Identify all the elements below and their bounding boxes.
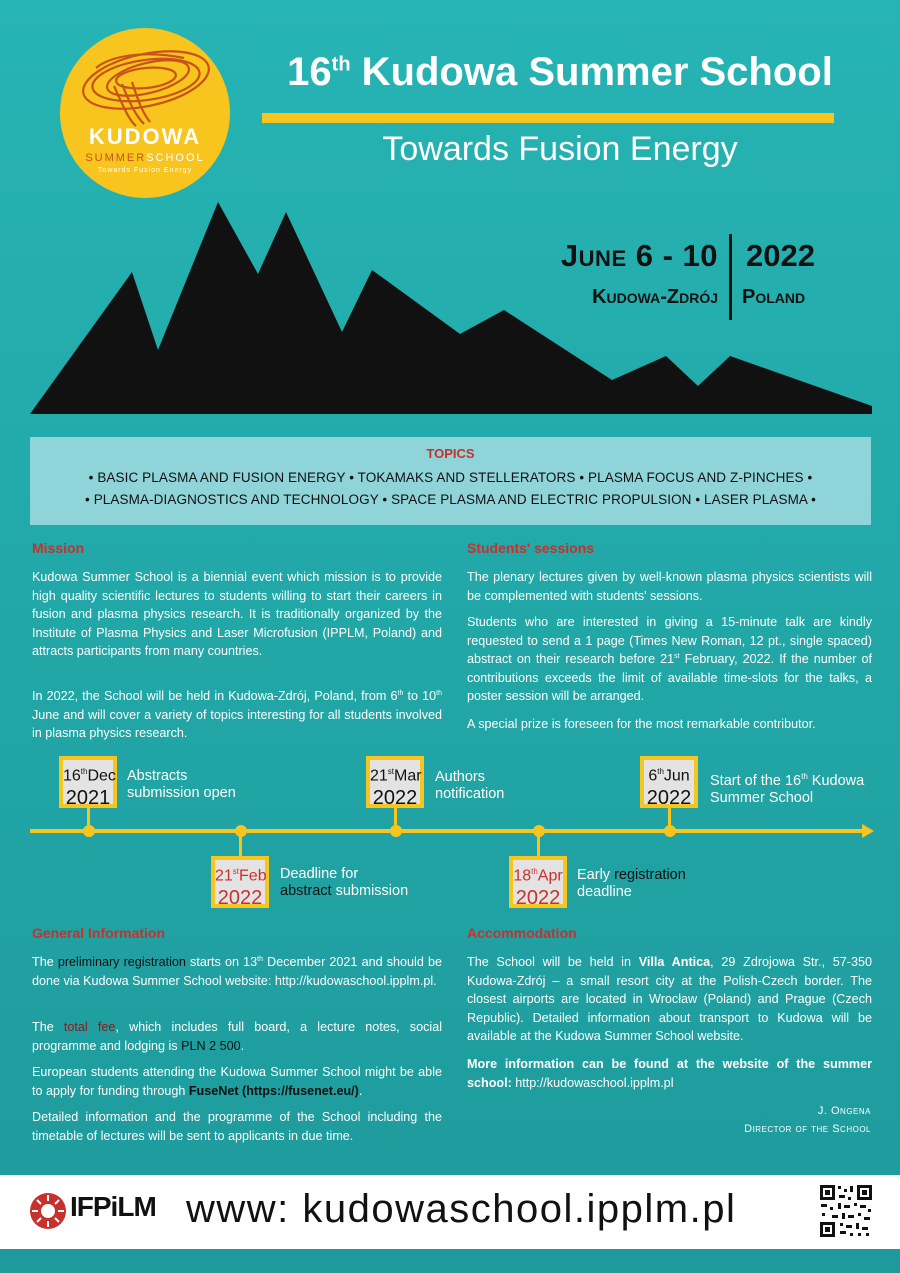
students-p2-a: Students who are interested in giving a 15-minute talk are kindly requested to send a 1 page (Times New Roman, 12 pt., single spaced) abstract on their research before 21	[467, 615, 872, 666]
timeline-2-year: 2022	[217, 887, 263, 910]
mission-p2-a: In 2022, the School will be held in Kudowa-Zdrój, Poland, from 6	[32, 689, 398, 703]
timeline-date-4-daymonth	[513, 861, 563, 887]
general-p2-d: PLN 2 500	[181, 1038, 241, 1053]
timeline-1-month: Dec	[87, 767, 116, 785]
timeline-5-year: 2022	[646, 787, 692, 810]
logo-word: KUDOWA	[88, 124, 202, 149]
timeline-date-1	[59, 756, 117, 808]
students-paragraph-3: A special prize is foreseen for the most remarkable contributor.	[467, 717, 816, 731]
general-p2-c: , which includes full board, a lecture notes, social programme and lodging is	[32, 1020, 443, 1053]
timeline-2-label-2b: submission	[331, 883, 409, 899]
event-dates	[526, 238, 718, 274]
accommodation-paragraph-2	[467, 1055, 872, 1092]
timeline-5-month: Jun	[663, 767, 690, 785]
timeline-4-label-1b: registration	[614, 867, 686, 883]
accommodation-p2-a: More information can be found at the website of the summer school:	[467, 1057, 872, 1090]
timeline-5-label-1b: Kudowa	[807, 772, 865, 789]
general-p3-b: FuseNet (https://fusenet.eu/)	[188, 1083, 359, 1098]
timeline-2-label-line-2	[280, 883, 408, 900]
logo-tagline: Towards Fusion Energy	[97, 167, 193, 174]
ifpilm-logo-text: IFPiLM	[70, 1191, 156, 1222]
general-paragraph-1	[32, 953, 442, 990]
website-link[interactable]: www: kudowaschool.ipplm.pl	[186, 1187, 737, 1231]
timeline-dot	[533, 825, 545, 837]
timeline-label-3	[435, 769, 504, 803]
timeline-5-label-line-2: Summer School	[710, 789, 814, 806]
timeline-4-sup: th	[531, 867, 538, 876]
timeline-1-day: 16	[63, 767, 81, 785]
timeline-date-2-daymonth	[215, 861, 265, 887]
timeline-2-month: Feb	[239, 867, 267, 885]
general-paragraph-4: Detailed information and the programme of the School including the timetable of lectures will be sent to applicants in due time.	[32, 1110, 442, 1143]
general-p1-d: December 2021 and should be done via Kudowa Summer School website: http://kudowaschool.ipplm.pl.	[32, 955, 443, 988]
topics-panel	[30, 437, 871, 525]
general-p3-a: European students attending the Kudowa Summer School might be able to apply for funding through	[32, 1065, 442, 1098]
mission-paragraph-2	[32, 687, 442, 743]
topics-heading: TOPICS	[426, 446, 475, 461]
students-paragraph-1: The plenary lectures given by well-known plasma physics scientists will be complemented with students' sessions.	[467, 570, 872, 603]
timeline-5-label-1sup: th	[801, 772, 808, 781]
timeline-4-day: 18	[513, 867, 532, 885]
timeline-label-5	[710, 768, 864, 807]
mission-heading: Mission	[32, 540, 85, 556]
timeline-date-3	[366, 756, 424, 808]
topics-row-1: • BASIC PLASMA AND FUSION ENERGY • TOKAMAKS AND STELLERATORS • PLASMA FOCUS AND Z-PINCHES •	[88, 470, 813, 485]
logo-summer-school	[60, 152, 230, 164]
general-p1-sup: th	[257, 955, 264, 963]
timeline-3-label-line-1: Authors	[435, 769, 485, 785]
school-logo	[60, 28, 230, 198]
general-paragraph-2	[32, 1018, 442, 1055]
timeline-dot	[390, 825, 402, 837]
timeline-2-label-2a: abstract	[280, 883, 332, 899]
event-country-text: Poland	[742, 286, 806, 308]
timeline-dot	[664, 825, 676, 837]
timeline-3-day: 21	[370, 767, 388, 785]
timeline-date-2	[211, 856, 269, 908]
footer-bar	[0, 1175, 900, 1249]
event-country	[742, 286, 805, 309]
mission-p2-sup2: th	[436, 689, 442, 697]
timeline-2-sup: st	[232, 867, 240, 876]
timeline-5-sup: th	[657, 767, 664, 776]
topics-row-2: • PLASMA-DIAGNOSTICS AND TECHNOLOGY • SPACE PLASMA AND ELECTRIC PROPULSION • LASER PLASMA •	[85, 492, 816, 507]
general-p1-b: preliminary registration	[57, 955, 186, 969]
general-p1-c: starts on 13	[185, 955, 258, 969]
timeline-date-5	[640, 756, 698, 808]
accommodation-p1-b: Villa Antica	[638, 955, 711, 969]
timeline-date-3-daymonth	[370, 761, 420, 787]
title-underline	[262, 113, 834, 123]
event-year: 2022	[746, 238, 815, 273]
timeline-date-1-daymonth	[63, 761, 116, 787]
general-paragraph-3	[32, 1063, 442, 1100]
accommodation-p2-b: http://kudowaschool.ipplm.pl	[511, 1075, 674, 1090]
timeline-5-day: 6	[648, 767, 658, 785]
timeline-label-4	[577, 867, 686, 901]
timeline-label-1	[127, 768, 236, 802]
students-heading: Students' sessions	[467, 540, 595, 556]
students-p2-sup: st	[674, 652, 680, 660]
ifpilm-logo-icon	[28, 1191, 68, 1231]
timeline-5-label-1a: Start of the 16	[710, 772, 802, 789]
general-p2-b: total fee	[63, 1020, 116, 1034]
general-p1-a: The	[32, 955, 58, 969]
accommodation-p1-a: The School will be held in	[467, 955, 639, 969]
logo-school: SCHOOL	[146, 152, 205, 164]
timeline-dot	[235, 825, 247, 837]
mission-p2-sup1: th	[397, 689, 404, 697]
mission-p2-c: June and will cover a variety of topics interesting for all students involved in plasma physics research.	[32, 707, 442, 740]
signature-block	[650, 1102, 871, 1138]
mission-p2-b: to 10	[403, 689, 437, 703]
signature-role: Director of the School	[744, 1123, 871, 1135]
timeline-5-label-line-1	[710, 768, 864, 790]
timeline-dot	[83, 825, 95, 837]
timeline-1-year: 2021	[65, 787, 111, 810]
mission-paragraph-1: Kudowa Summer School is a biennial event which mission is to provide high quality scientific lectures to students willing to start their careers in fusion and plasma physics research. It is traditionally organized by the Institute of Plasma Physics and Laser Microfusion (IPPLM, Poland) and attracts participants from many countries.	[32, 570, 442, 658]
timeline-label-2	[280, 866, 408, 900]
general-p2-e: .	[240, 1038, 245, 1053]
timeline-3-sup: st	[387, 767, 395, 776]
students-p2-b: February, 2022. If the number of contributions exceeds the limit of available time-slots for the talks, a poster session will be arranged.	[467, 652, 872, 703]
timeline-4-label-line-2: deadline	[577, 884, 632, 900]
timeline-arrow-icon	[862, 824, 874, 838]
logo-summer: SUMMER	[85, 152, 147, 164]
timeline-4-label-line-1	[577, 867, 686, 884]
event-city	[520, 286, 718, 309]
plasma-swirl-icon	[74, 38, 216, 134]
page-subtitle: Towards Fusion Energy	[382, 130, 738, 168]
timeline-3-year: 2022	[372, 787, 418, 810]
timeline-line	[30, 829, 866, 833]
title-rest: Kudowa Summer School	[361, 50, 833, 94]
timeline-4-month: Apr	[537, 867, 563, 885]
accommodation-p1-c: , 29 Zdrojowa Str., 57-350 Kudowa-Zdrój – a small resort city at the Polish-Czech border. The closest airports are located in Wrocław (Poland) and Prague (Czech Republic). Detailed information about transport to Kudowa will be available at the Kudowa Summer School website.	[467, 955, 872, 1043]
general-heading: General Information	[32, 925, 166, 941]
timeline-2-label-line-1: Deadline for	[280, 866, 359, 882]
timeline-date-5-daymonth	[644, 761, 694, 787]
timeline-2-day: 21	[215, 867, 233, 885]
qr-code-icon	[818, 1183, 874, 1239]
general-p3-c: .	[358, 1083, 363, 1098]
accommodation-heading: Accommodation	[467, 925, 577, 941]
general-p2-a: The	[32, 1020, 64, 1034]
accommodation-paragraph-1	[467, 953, 872, 1046]
timeline-1-label-line-1: Abstracts	[127, 768, 188, 784]
timeline-1-sup: th	[80, 767, 88, 776]
students-paragraph-2	[467, 613, 872, 706]
event-city-text: Kudowa-Zdrój	[592, 286, 718, 308]
event-dates-text: June 6 - 10	[560, 238, 718, 273]
title-ordinal: 16	[287, 50, 332, 94]
date-divider	[729, 234, 732, 320]
timeline-3-label-line-2: notification	[435, 786, 505, 802]
signature-name: J. Ongena	[817, 1105, 871, 1117]
timeline-4-year: 2022	[515, 887, 561, 910]
timeline-4-label-1a: Early	[577, 867, 615, 883]
title-suffix: th	[331, 53, 351, 76]
timeline-date-4	[509, 856, 567, 908]
page-title	[240, 50, 880, 95]
timeline-3-month: Mar	[394, 767, 422, 785]
timeline-1-label-line-2: submission open	[127, 785, 236, 801]
